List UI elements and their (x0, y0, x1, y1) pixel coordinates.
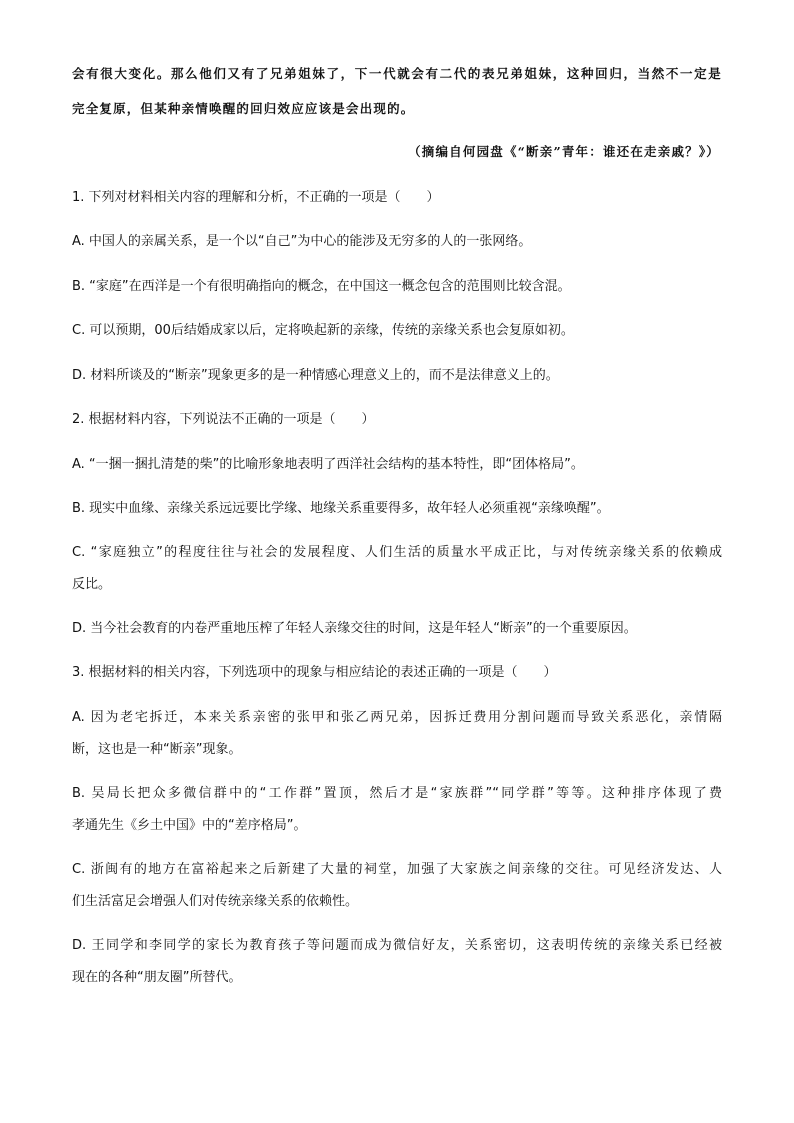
question-1-stem: 1. 下列对材料相关内容的理解和分析，不正确的一项是（ ） (72, 190, 440, 205)
question-3-option-a-line-2: 断，这也是一种“断亲”现象。 (72, 742, 242, 757)
question-3-option-b-line-1: B. 吴局长把众多微信群中的“工作群”置顶，然后才是“家族群”“同学群”等等。这种排序体现了费 (72, 786, 722, 801)
question-2-option-c-line-2: 反比。 (72, 577, 112, 592)
question-3-stem: 3. 根据材料的相关内容，下列选项中的现象与相应结论的表述正确的一项是（ ） (72, 665, 557, 680)
question-2-option-c-line-1: C. “家庭独立”的程度往往与社会的发展程度、人们生活的质量水平成正比，与对传统亲缘关系的依赖成 (72, 545, 722, 560)
question-3-option-c-line-2: 们生活富足会增强人们对传统亲缘关系的依赖性。 (72, 894, 359, 909)
question-2-option-b: B. 现实中血缘、亲缘关系远远要比学缘、地缘关系重要得多，故年轻人必须重视“亲缘唤醒”。 (72, 501, 610, 516)
question-1-option-d: D. 材料所谈及的“断亲”现象更多的是一种情感心理意义上的，而不是法律意义上的。 (72, 368, 559, 383)
question-1-option-b: B. “家庭”在西洋是一个有很明确指向的概念，在中国这一概念包含的范围则比较含混。 (72, 279, 571, 294)
question-3-option-a-line-1: A. 因为老宅拆迁，本来关系亲密的张甲和张乙两兄弟，因拆迁费用分割问题而导致关系恶化，亲情隔 (72, 710, 722, 725)
question-2-stem: 2. 根据材料内容，下列说法不正确的一项是（ ） (72, 412, 375, 427)
passage-line-1: 会有很大变化。那么他们又有了兄弟姐妹了，下一代就会有二代的表兄弟姐妹，这种回归，当然不一定是 (72, 66, 722, 81)
question-1-option-c: C. 可以预期，00后结婚成家以后，定将唤起新的亲缘，传统的亲缘关系也会复原如初。 (72, 323, 574, 338)
question-2-option-a: A. “一捆一捆扎清楚的柴”的比喻形象地表明了西洋社会结构的基本特性，即“团体格局”。 (72, 457, 584, 472)
question-2-option-d: D. 当今社会教育的内卷严重地压榨了年轻人亲缘交往的时间，这是年轻人“断亲”的一个重要原因。 (72, 621, 637, 636)
question-3-option-c-line-1: C. 浙闽有的地方在富裕起来之后新建了大量的祠堂，加强了大家族之间亲缘的交往。可见经济发达、人 (72, 862, 722, 877)
question-3-option-d-line-2: 现在的各种“朋友圈”所替代。 (72, 970, 242, 985)
question-1-option-a: A. 中国人的亲属关系，是一个以“自己”为中心的能涉及无穷多的人的一张网络。 (72, 234, 532, 249)
passage-line-2: 完全复原，但某种亲情唤醒的回归效应应该是会出现的。 (72, 101, 415, 116)
question-3-option-b-line-2: 孝通先生《乡土中国》中的“差序格局”。 (72, 818, 307, 833)
passage-source: （摘编自何园盘《“断亲”青年：谁还在走亲戚？》） (408, 144, 720, 159)
question-3-option-d-line-1: D. 王同学和李同学的家长为教育孩子等问题而成为微信好友，关系密切，这表明传统的亲缘关系已经被 (72, 938, 722, 953)
